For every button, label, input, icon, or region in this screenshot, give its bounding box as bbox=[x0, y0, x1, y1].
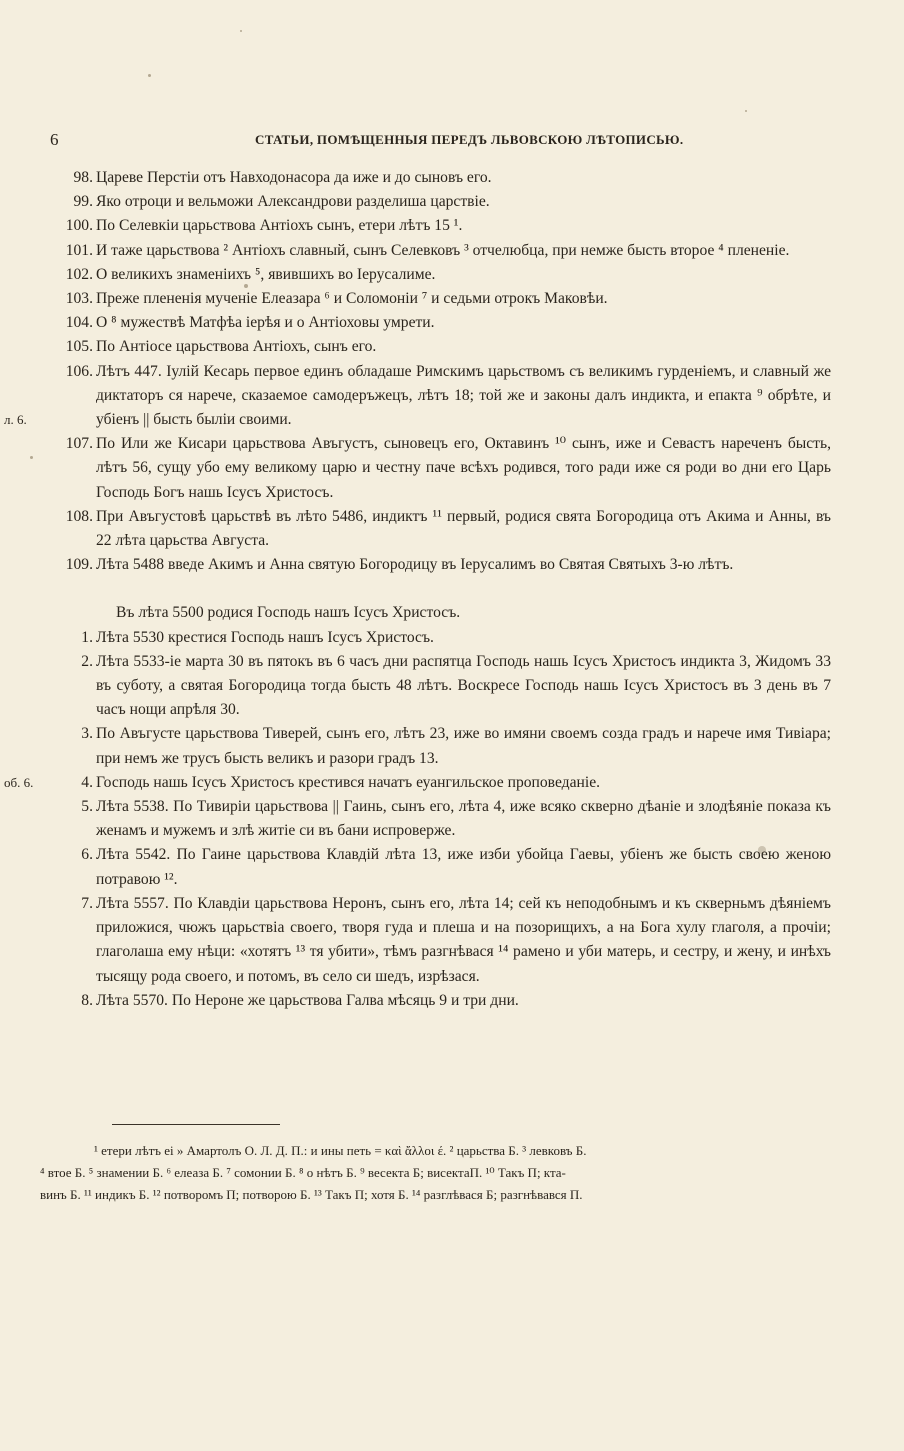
entry-text: Преже плененія мученіе Елеазара ⁶ и Соломоніи ⁷ и седьми отрокъ Маковѣи. bbox=[96, 290, 608, 308]
entry-number: 99. bbox=[73, 193, 93, 211]
entry-item bbox=[81, 892, 831, 989]
entry-text: Яко отроци и вельможи Александрови разделиша царствіе. bbox=[96, 193, 490, 211]
entry-number: 4. bbox=[81, 773, 93, 791]
entry-text: Лѣта 5542. По Гаине царьствова Клавдій лѣта 13, иже изби убойца Гаевы, убіенъ же бысть своею женою потравою ¹². bbox=[96, 846, 831, 888]
entry-item bbox=[81, 650, 831, 723]
entry-text: Цареве Перстіи отъ Навходонасора да иже и до сыновъ его. bbox=[96, 169, 492, 186]
footnote-line: винъ Б. ¹¹ индикъ Б. ¹² потворомъ П; потворою Б. ¹³ Такъ П; хотя Б. ¹⁴ разглѣвася Б; разгнѣвався П. bbox=[40, 1187, 583, 1202]
entry-number: 1. bbox=[81, 628, 93, 646]
entry-number: 101. bbox=[65, 241, 93, 259]
entry-number: 105. bbox=[65, 338, 93, 356]
entry-item bbox=[65, 335, 831, 359]
entry-item bbox=[81, 722, 831, 770]
entry-number: 104. bbox=[65, 314, 93, 332]
entry-number: 6. bbox=[81, 846, 93, 864]
entry-item bbox=[65, 505, 831, 553]
page-header bbox=[40, 130, 844, 154]
entry-number: 3. bbox=[81, 725, 93, 743]
entry-text: Лѣтъ 447. Іулій Кесарь первое единъ обладаше Римскимъ царьствомъ съ великимъ гурденіемъ, и славный же диктаторъ ся нарече, сказаемое самодеръжецъ, лѣтъ 18; той же и законы далъ индикта, и епакта ⁹ обрѣте, и убіенъ || бысть быліи своими. bbox=[96, 362, 831, 429]
entry-number: 2. bbox=[81, 652, 93, 670]
entry-text: Лѣта 5557. По Клавдіи царьствова Неронъ, сынъ его, лѣта 14; сей къ неподобнымъ и къ скверньмъ дѣяніемъ приложися, чюжъ царьствіа своего, творя гуда и плеша и на позорищихъ, а на Бога хулу глаголя, а прочіи; глаголаша ему нѣци: «хотятъ ¹³ тя убити», тѣмъ разгнѣвася ¹⁴ рамено и уби матерь, и сестру, и жену, и инѣхъ тысящу рода своего, и потомъ, въ село си шедъ, изрѣзася. bbox=[96, 894, 831, 985]
entry-item bbox=[81, 989, 831, 1013]
entry-item bbox=[65, 311, 831, 335]
entry-item bbox=[4, 360, 831, 433]
entry-text: По Авъгусте царьствова Тиверей, сынъ его, лѣтъ 23, иже во имяни своемъ созда градъ и нарече имя Тивіара; при немъ же трусъ бысть великъ и разори градъ 13. bbox=[96, 725, 831, 767]
entry-text: Лѣта 5533-іе марта 30 въ пятокъ въ 6 часъ дни распятца Господь нашь Ісусъ Христосъ индикта 3, Жидомъ 33 въ суботу, а святая Богородица тогда бысть 48 лѣтъ. Воскресе Господь нашь Ісусъ Христосъ въ 3 день въ 7 часъ нощи апрѣля 30. bbox=[96, 652, 831, 719]
entry-item bbox=[73, 166, 831, 190]
entry-text: Лѣта 5488 введе Акимъ и Анна святую Богородицу въ Іерусалимъ во Святая Святыхъ 3-ю лѣтъ. bbox=[96, 556, 734, 574]
entry-text: Лѣта 5538. По Тивиріи царьствова || Гаинь, сынъ его, лѣта 4, иже всяко скверно дѣаніе и злодѣяніе показа къ женамъ и мужемъ и злѣ житіе си въ бани испроверже. bbox=[96, 798, 831, 840]
entry-item bbox=[65, 263, 831, 287]
entry-item bbox=[81, 843, 831, 891]
entry-item bbox=[65, 432, 831, 505]
entry-number: 100. bbox=[65, 217, 93, 235]
entry-number: 109. bbox=[65, 556, 93, 574]
footnote-line: ⁴ втое Б. ⁵ знамении Б. ⁶ елеаза Б. ⁷ сомонии Б. ⁸ о нѣтъ Б. ⁹ весекта Б; висектаП. ¹⁰ Такъ П; кта- bbox=[40, 1165, 566, 1180]
entry-text: По Селевкіи царьствова Антіохъ сынъ, етери лѣтъ 15 ¹. bbox=[96, 217, 463, 235]
running-title: СТАТЬИ, ПОМѢЩЕННЫЯ ПЕРЕДЪ ЛЬВОВСКОЮ ЛѢТОПИСЬЮ. bbox=[255, 132, 684, 147]
entry-text: О великихъ знаменіихъ ⁵, явившихъ во Іерусалиме. bbox=[96, 265, 436, 283]
entry-item bbox=[65, 239, 831, 263]
article-list bbox=[0, 166, 904, 1013]
entries-before bbox=[0, 166, 904, 577]
entry-item bbox=[81, 626, 831, 650]
entry-text: Лѣта 5530 крестися Господь нашъ Ісусъ Христосъ. bbox=[96, 628, 434, 646]
entry-text: О ⁸ мужествѣ Матфѣа іерѣя и о Антіоховы умрети. bbox=[96, 314, 435, 332]
entry-item bbox=[65, 214, 831, 238]
entry-text: Господь нашь Ісусъ Христосъ крестився начатъ еуангильское проповеданіе. bbox=[96, 773, 601, 791]
entry-text: По Или же Кисари царьствова Авъгустъ, сыновецъ его, Октавинъ ¹⁰ сынъ, иже и Севастъ нареченъ бысть, лѣтъ 56, сущу убо ему великому царю и честну паче всѣхъ родився, того ради иже ся роди во дни его Царь Господь Богъ нашь Ісусъ Христосъ. bbox=[96, 435, 831, 501]
entry-text: По Антіосе царьствова Антіохъ, сынъ его. bbox=[96, 338, 377, 356]
entry-text: Лѣта 5570. По Нероне же царьствова Галва мѣсяць 9 и три дни. bbox=[96, 991, 519, 1009]
footnote-rule bbox=[112, 1124, 280, 1125]
entry-number: 103. bbox=[65, 290, 93, 308]
entry-number: 8. bbox=[81, 991, 93, 1009]
entry-number: 108. bbox=[65, 507, 93, 525]
intro-line: Въ лѣта 5500 родися Господь нашъ Ісусъ Христосъ. bbox=[116, 604, 461, 622]
entry-item bbox=[4, 771, 831, 795]
entry-number: 7. bbox=[81, 894, 93, 912]
footnotes bbox=[40, 1140, 836, 1206]
margin-folio-note: л. 6. bbox=[4, 411, 27, 427]
entry-number: 107. bbox=[65, 435, 93, 453]
entry-number: 106. bbox=[65, 362, 93, 380]
entry-number: 102. bbox=[65, 265, 93, 283]
entry-item bbox=[73, 190, 831, 214]
entry-number: 5. bbox=[81, 798, 93, 816]
entry-item bbox=[65, 287, 831, 311]
entry-item bbox=[81, 795, 831, 843]
entry-text: И таже царьствова ² Антіохъ славный, сынъ Селевковъ ³ отчелюбца, при немже бысть второе ⁴ плененіе. bbox=[96, 241, 790, 259]
entry-number: 98. bbox=[73, 169, 93, 186]
page-number: 6 bbox=[50, 130, 59, 149]
margin-folio-note: об. 6. bbox=[4, 774, 34, 790]
entry-text: При Авъгустовѣ царьствѣ въ лѣто 5486, индиктъ ¹¹ первый, родися свята Богородица отъ Акима и Анны, въ 22 лѣта царьства Августа. bbox=[96, 507, 831, 550]
entries-after bbox=[0, 626, 904, 1013]
entry-item bbox=[65, 553, 831, 577]
footnote-line: ¹ етери лѣтъ еі » Амартолъ О. Л. Д. П.: и ины петь = καὶ ἄλλοι έ. ² царьства Б. ³ левковъ Б. bbox=[94, 1143, 587, 1158]
